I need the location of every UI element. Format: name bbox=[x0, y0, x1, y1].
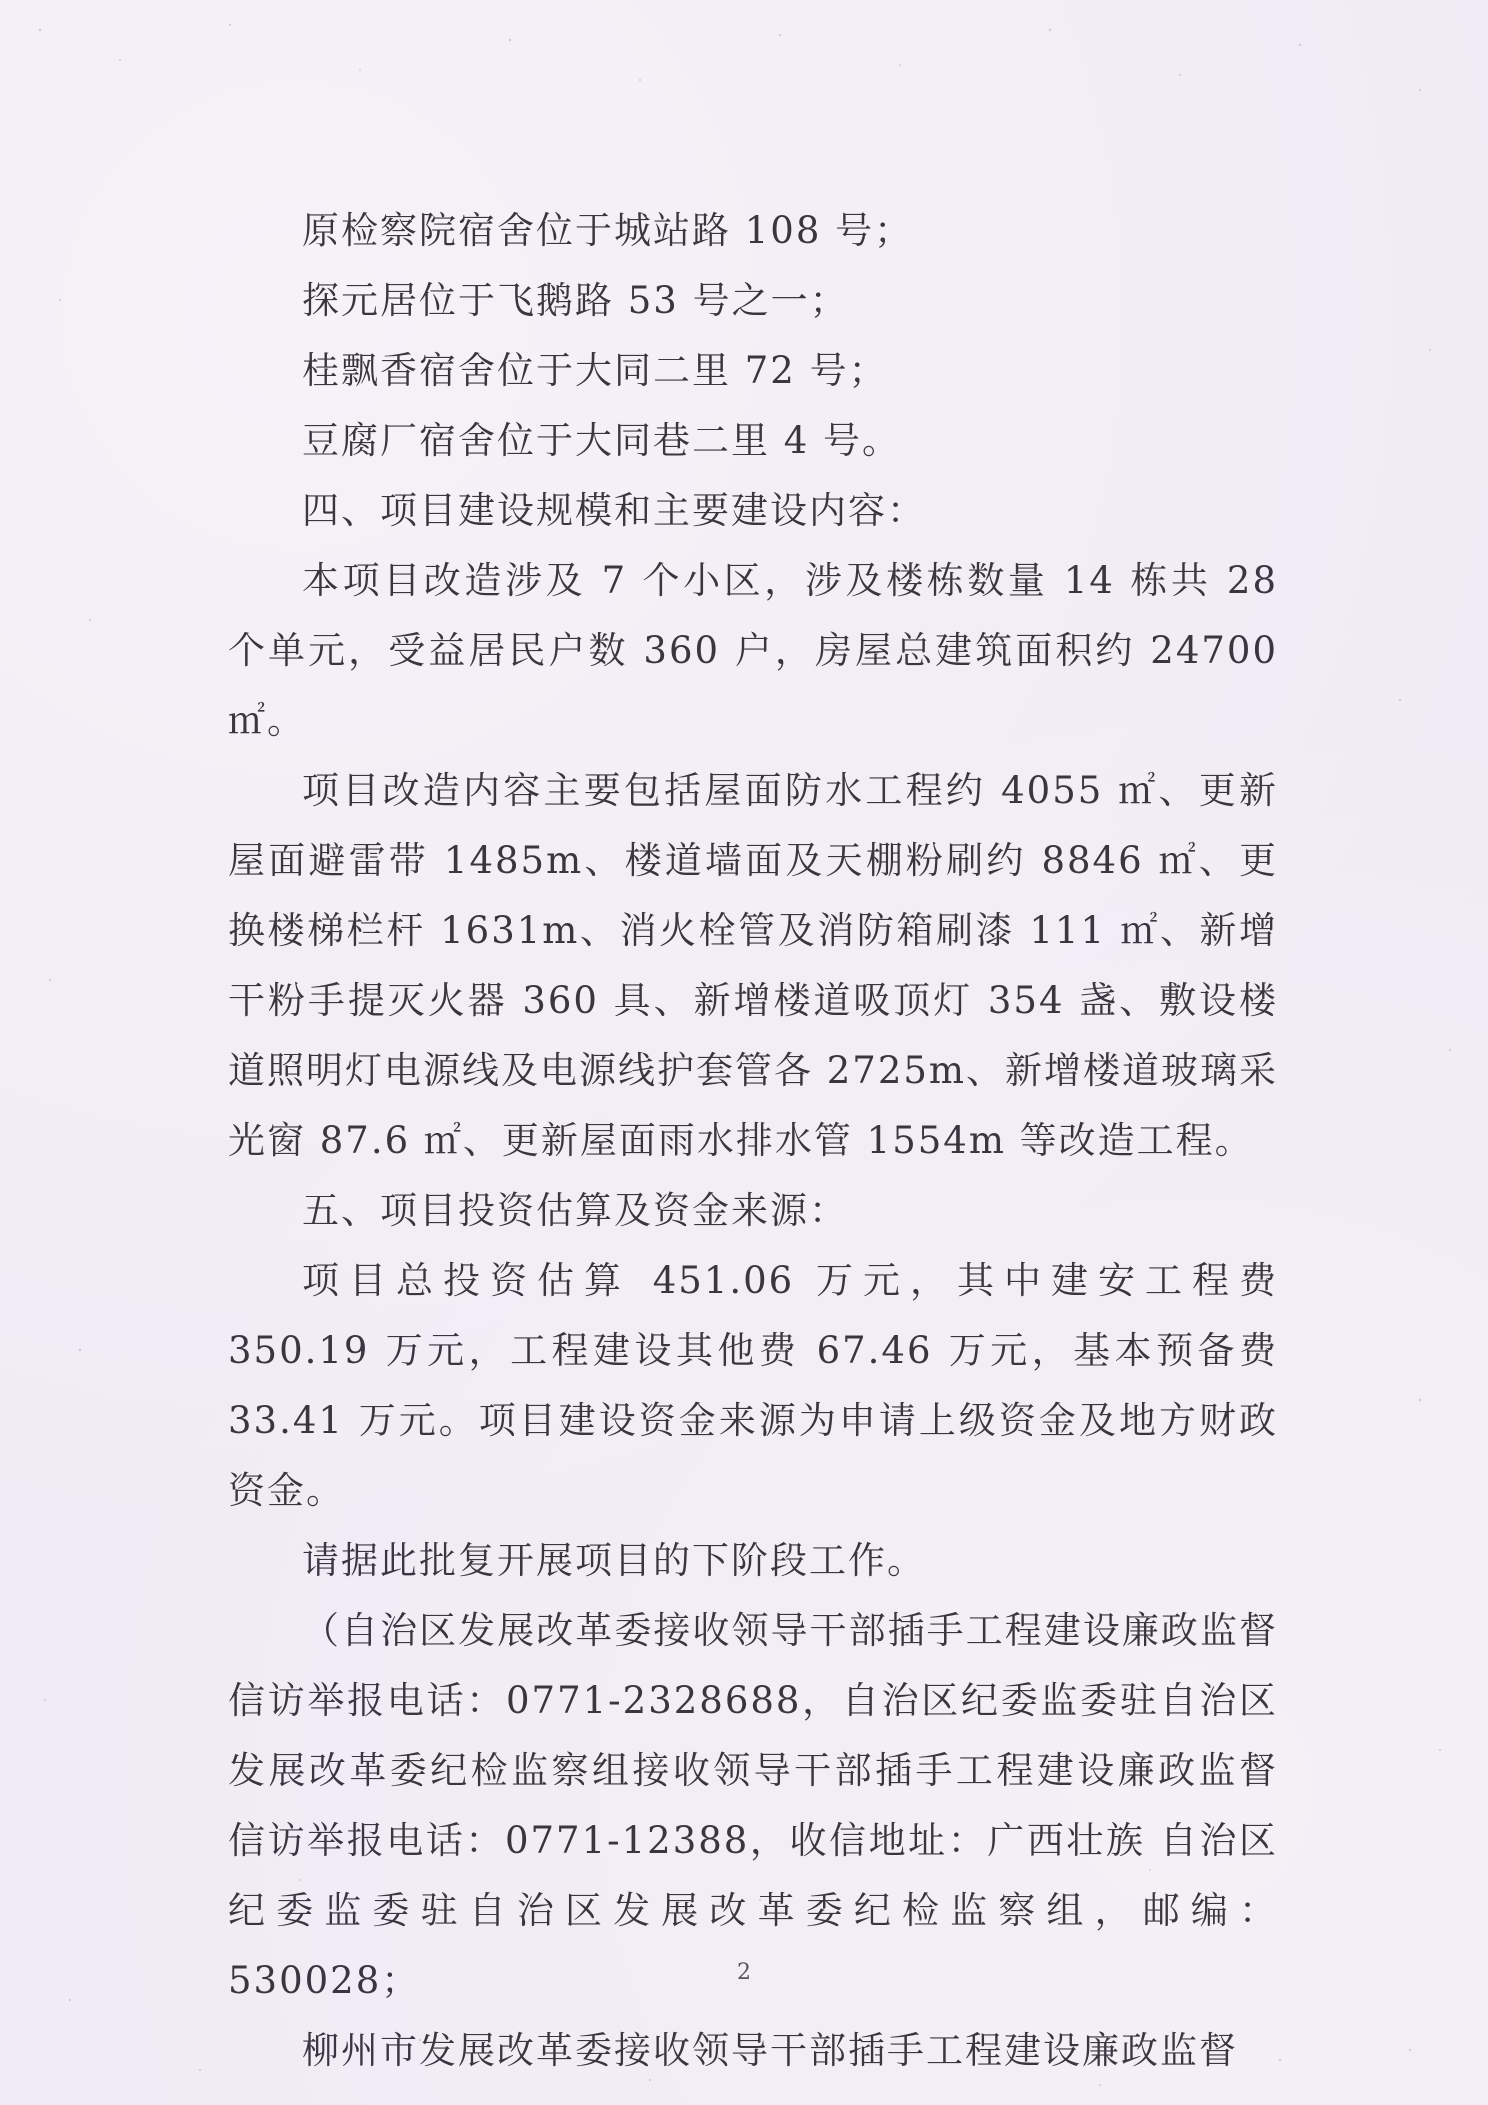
section-heading-scale: 四、项目建设规模和主要建设内容： bbox=[302, 489, 926, 532]
section-heading-investment: 五、项目投资估算及资金来源： bbox=[302, 1189, 848, 1232]
address-line-procuratorate: 原检察院宿舍位于城站路 108 号； bbox=[302, 209, 914, 252]
paragraph-hotline-region: （自治区发展改革委接收领导干部插手工程建设廉政监督 信访举报电话：0771-2328688，自治区纪委监委驻自治区发展改革委纪检监察组接收领导干部插手工程建设廉政监督信访举报电话：0771-12388，收信地址：广西壮族 自治区纪委监委驻自治区发展改革委纪检监察组，邮编：530028； bbox=[228, 1609, 1278, 2002]
letter-body bbox=[228, 196, 1278, 2086]
paragraph-investment: 项目总投资估算 451.06 万元，其中建安工程费 350.19 万元，工程建设其他费 67.46 万元，基本预备费 33.41 万元。项目建设资金来源为申请上级资金及地方财政资金。 bbox=[228, 1259, 1278, 1512]
paragraph-contents: 项目改造内容主要包括屋面防水工程约 4055 ㎡、更新屋面避雷带 1485m、楼道墙面及天棚粉刷约 8846 ㎡、更换楼梯栏杆 1631m、消火栓管及消防箱刷漆 111 ㎡、新增干粉手提灭火器 360 具、新增楼道吸顶灯 354 盏、敷设楼道照明灯电源线及电源线护套管各 2725m、新增楼道玻璃采光窗 87.6 ㎡、更新屋面雨水排水管 1554m 等改造工程。 bbox=[228, 769, 1279, 1162]
address-line-guipiaoxiang: 桂飘香宿舍位于大同二里 72 号； bbox=[302, 349, 888, 392]
paragraph-hotline-liuzhou: 柳州市发展改革委接收领导干部插手工程建设廉政监督 bbox=[302, 2029, 1238, 2072]
paragraph-scale: 本项目改造涉及 7 个小区，涉及楼栋数量 14 栋共 28 个单元，受益居民户数 360 户，房屋总建筑面积约 24700 ㎡。 bbox=[228, 559, 1278, 742]
address-line-tanyuanju: 探元居位于飞鹅路 53 号之一； bbox=[302, 279, 849, 322]
page-number: 2 bbox=[737, 1960, 751, 1985]
paragraph-instruction: 请据此批复开展项目的下阶段工作。 bbox=[302, 1539, 926, 1582]
address-line-tofu-factory: 豆腐厂宿舍位于大同巷二里 4 号。 bbox=[302, 419, 902, 462]
